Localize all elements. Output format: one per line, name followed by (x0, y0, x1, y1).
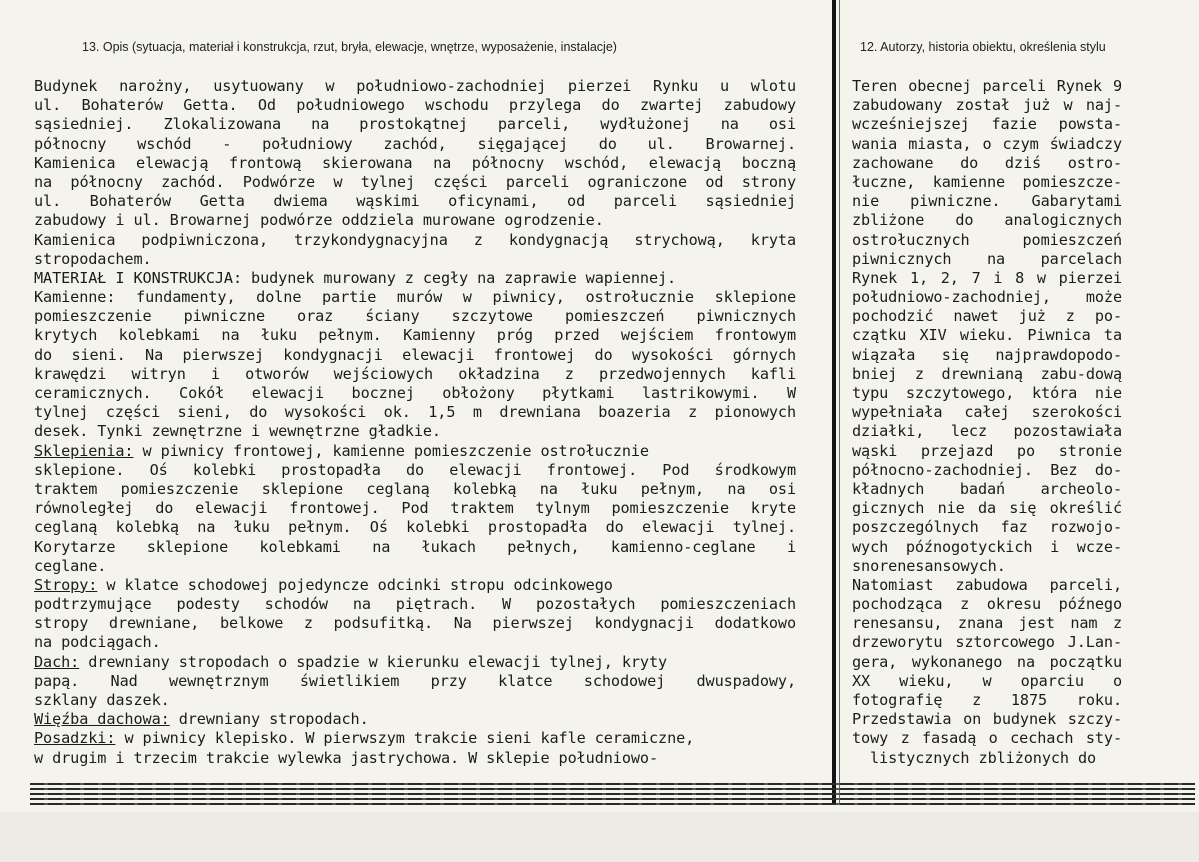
text-line: równoległej do elewacji frontowej. Pod traktem tylnym pomieszczenie kryte (34, 499, 796, 518)
stropy-label: Stropy: (34, 575, 98, 594)
text-line: ul. Bohaterów Getta. Od południowego wschodu przylega do zwartej zabudowy (34, 96, 796, 115)
text-line: stropy drewniane, belkowe z podsufitką. Na pierwszej kondygnacji dodatkowo (34, 614, 796, 633)
text-line: wypełniała całej szerokości (852, 403, 1122, 422)
text-line: nie piwniczne. Gabarytami (852, 192, 1122, 211)
text-line: towy z fasadą o cechach sty- (852, 729, 1122, 748)
text-line: poszczególnych faz rozwojo- (852, 518, 1122, 537)
column-divider (832, 0, 836, 805)
text-segment: w klatce schodowej pojedyncze odcinki stropu odcinkowego (97, 575, 613, 594)
text-line: Budynek narożny, usytuowany w południowo-zachodniej pierzei Rynku u wlotu (34, 77, 796, 95)
wiezba-label: Więźba dachowa: (34, 710, 170, 729)
text-line: Korytarze sklepione kolebkami na łukach pełnych, kamienno-ceglane i (34, 537, 796, 556)
text-line: w drugim i trzecim trakcie wylewka jastrychowa. W sklepie południowo- (34, 748, 659, 767)
text-line: Kamienica elewacją frontową skierowana na północny wschód, elewacją boczną (34, 153, 796, 172)
text-line: wania miasta, o czym świadczy (852, 134, 1122, 153)
text-line: do sieni. Na pierwszej kondygnacji elewacji frontowej do wysokości górnych (34, 345, 796, 364)
text-line: zbliżone do analogicznych (852, 211, 1122, 230)
text-line: snorenesansowych. (852, 556, 1006, 575)
text-line: ul. Bohaterów Getta dwiema wąskimi oficynami, od parceli sąsiedniej (34, 192, 796, 211)
text-line: wcześniejszej fazie powsta- (852, 115, 1122, 134)
text-line: traktem pomieszczenie sklepione ceglaną kolebką na łuku pełnym, na osi (34, 479, 796, 498)
wiezba-line (34, 710, 796, 729)
text-line: fotografię z 1875 roku. (852, 691, 1122, 709)
text-line: północno-zachodniej. Bez do- (852, 460, 1122, 479)
text-line: XX wieku, w oparciu o (852, 671, 1122, 690)
bottom-rule-3 (30, 793, 1195, 795)
text-line: wąski przejazd po stronie (852, 441, 1122, 460)
stropy-first-line (34, 576, 796, 595)
text-line: sąsiedniej. Zlokalizowana na prostokątnej parceli, wydłużonej na osi (34, 115, 796, 134)
text-line: pochodzić nawet już z po- (852, 307, 1122, 326)
text-line: na podciągach. (34, 633, 161, 652)
text-line: zachowane do dziś ostro- (852, 153, 1122, 172)
text-line: kładnych badań archeolo- (852, 479, 1122, 498)
text-segment: drewniany stropodach o spadzie w kierunku elewacji tylnej, kryty (79, 652, 668, 671)
posadzki-first-line (34, 729, 796, 748)
text-line: gicznych nie da się określić (852, 499, 1122, 518)
text-line: wiązała się najprawdopodo- (852, 345, 1122, 364)
text-line: działki, lecz pozostawiała (852, 422, 1122, 441)
text-line: papą. Nad wewnętrznym świetlikiem przy klatce schodowej dwuspadowy, (34, 671, 796, 690)
dach-first-line (34, 653, 796, 672)
text-line: renesansu, znana jest nam z (852, 614, 1122, 633)
text-line: na północny zachód. Podwórze w tylnej części parceli ograniczone od strony (34, 172, 796, 191)
bottom-rule-2 (30, 788, 1195, 790)
text-line: gera, wykonanego na początku (852, 652, 1122, 671)
text-line: ceglane. (34, 556, 107, 575)
text-line: MATERIAŁ I KONSTRUKCJA: budynek murowany z cegły na zaprawie wapiennej. (34, 268, 677, 287)
text-line: desek. Tynki zewnętrzne i wewnętrzne gładkie. (34, 422, 441, 441)
text-line: podtrzymujące podesty schodów na piętrach. W pozostałych pomieszczeniach (34, 595, 796, 614)
text-line: pomieszczenie piwniczne oraz ściany szczytowe pomieszczeń piwnicznych (34, 307, 796, 326)
column-divider-thin (839, 0, 840, 805)
text-line: ceglaną kolebką na łuku pełnym. Oś kolebki prostopadła do elewacji tylnej. (34, 518, 796, 537)
text-segment: w piwnicy frontowej, kamienne pomieszczenie ostrołucznie (133, 441, 649, 460)
text-line: Natomiast zabudowa parceli, (852, 575, 1122, 594)
text-line: bniej z drewnianą zabu-dową (852, 364, 1122, 383)
text-line: typu szczytowego, która nie (852, 384, 1122, 402)
dach-label: Dach: (34, 652, 80, 671)
text-line: łuczne, kamienne pomieszcze- (852, 172, 1122, 191)
text-line: czątku XIV wieku. Piwnica ta (852, 326, 1122, 345)
text-line: pochodząca z okresu późnego (852, 595, 1122, 614)
text-line: Kamienica podpiwniczona, trzykondygnacyjna z kondygnacją strychową, kryta (34, 230, 796, 249)
bottom-rule-5 (30, 803, 1195, 805)
text-line: południowo-zachodniej, może (852, 288, 1122, 307)
section-13-header: 13. Opis (sytuacja, materiał i konstrukcja, rzut, bryła, elewacje, wnętrze, wyposażenie, instalacje) (82, 40, 617, 54)
history-column (852, 77, 1122, 768)
text-line: krawędzi witryn i otworów wejściowych okładzina z przedwojennych kafli (34, 364, 796, 383)
text-line: Kamienne: fundamenty, dolne partie murów w piwnicy, ostrołucznie sklepione (34, 288, 796, 307)
text-line: piwnicznych na parcelach (852, 249, 1122, 268)
text-line: stropodachem. (34, 249, 152, 268)
text-line: zabudowy i ul. Browarnej podwórze oddziela murowane ogrodzenie. (34, 211, 604, 230)
sklepienia-first-line (34, 442, 796, 461)
text-line: Teren obecnej parceli Rynek 9 (852, 77, 1122, 95)
sklepienia-label: Sklepienia: (34, 441, 134, 460)
text-line: ceramicznych. Cokół elewacji bocznej obłożony płytkami lastrikowymi. W (34, 384, 796, 402)
text-line: drzeworytu sztorcowego J.Lan- (852, 633, 1122, 652)
text-line: zabudowany został już w naj- (852, 96, 1122, 115)
section-12-header: 12. Autorzy, historia obiektu, określenia stylu (860, 40, 1106, 54)
page-bottom-margin (0, 812, 1199, 862)
text-segment: drewniany stropodach. (169, 710, 369, 729)
text-line: krytych kolebkami na łuku pełnym. Kamienny próg przed wejściem frontowym (34, 326, 796, 345)
text-line: sklepione. Oś kolebki prostopadła do elewacji frontowej. Pod środkowym (34, 460, 796, 479)
bottom-rule-4 (30, 798, 1195, 800)
text-line: Rynek 1, 2, 7 i 8 w pierzei (852, 268, 1122, 287)
text-line: listycznych zbliżonych do (870, 748, 1097, 767)
text-line: tylnej części sieni, do wysokości ok. 1,5 m drewniana boazeria z pionowych (34, 403, 796, 422)
text-line: ostrołucznych pomieszczeń (852, 230, 1122, 249)
text-line: wych późnogotyckich i wcze- (852, 537, 1122, 556)
description-column (34, 77, 796, 768)
text-segment: w piwnicy klepisko. W pierwszym trakcie sieni kafle ceramiczne, (115, 729, 695, 748)
bottom-rule-1 (30, 783, 1195, 785)
posadzki-label: Posadzki: (34, 729, 116, 748)
text-line: północny wschód - południowy zachód, sięgającej do ul. Browarnej. (34, 134, 796, 153)
text-line: Przedstawia on budynek szczy- (852, 710, 1122, 729)
text-line: szklany daszek. (34, 691, 170, 709)
